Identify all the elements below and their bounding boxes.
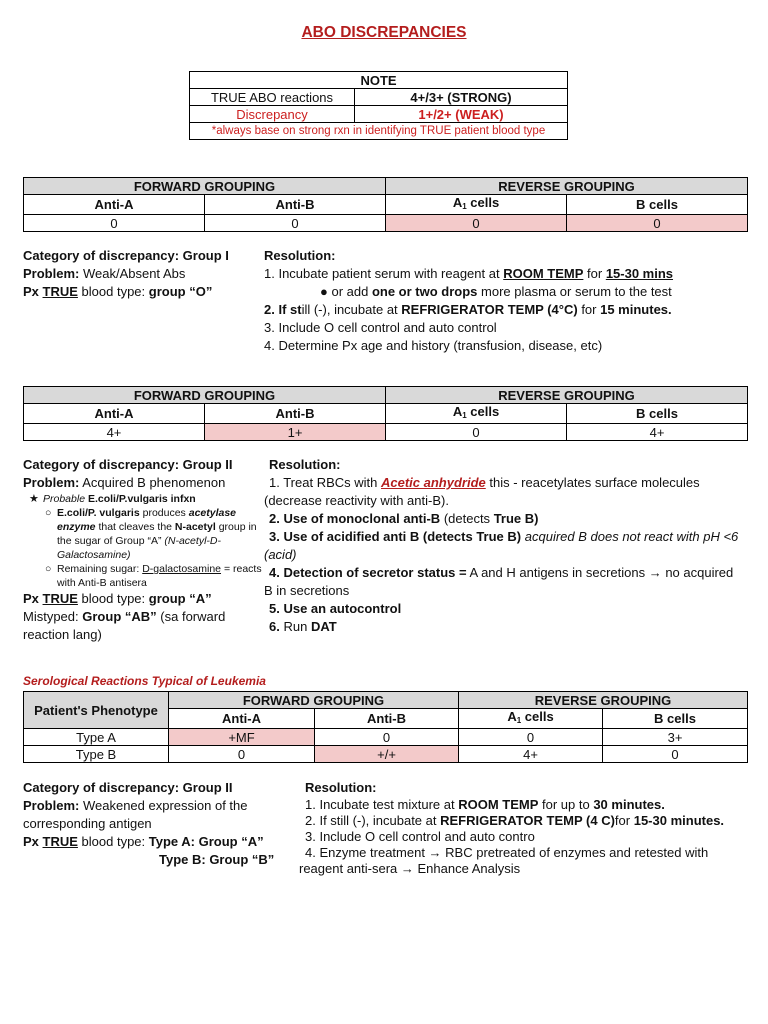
circle-bullet-icon: ○ bbox=[45, 507, 52, 519]
category-label: Category of discrepancy: Group I bbox=[23, 248, 229, 263]
star-icon: ★ bbox=[29, 493, 39, 505]
cell-anti-a: +MF bbox=[169, 729, 315, 746]
cell-anti-a: 0 bbox=[24, 215, 205, 232]
note-true-value: 4+/3+ (STRONG) bbox=[355, 89, 568, 106]
a1-cells-header: $A_1$ cells bbox=[386, 195, 567, 215]
anti-a-header: Anti-A bbox=[169, 709, 315, 729]
section1-summary: Category of discrepancy: Group I Problem: Weak/Absent Abs Px TRUE blood type: group “O” bbox=[23, 247, 253, 301]
note-table bbox=[189, 71, 568, 140]
section2-summary: Category of discrepancy: Group II Problem: Acquired B phenomenon ★ Probable E.coli/P.vulgaris infxn ○ E.coli/P. vulgaris produces acetylase enzyme that cleaves the N-acetyl group in the sugar of Group “A” (N-acetyl-D-Galactosamine) ○ Remaining sugar: D-galactosamine = reacts with Anti-B antisera Px TRUE blood type: group “A” Mistyped: Group “AB” (sa forward reaction lang) bbox=[23, 457, 262, 642]
anti-a-header: Anti-A bbox=[24, 404, 205, 424]
forward-grouping-header: FORWARD GROUPING bbox=[169, 692, 459, 709]
leukemia-table bbox=[23, 691, 748, 763]
cell-anti-b: 0 bbox=[315, 729, 459, 746]
cell-anti-b: 1+ bbox=[205, 424, 386, 441]
section2-resolution: Resolution: 1. Treat RBCs with Acetic anhydride this - reacetylates surface molecules (decrease reactivity with anti-B). 2. Use of monoclonal anti-B (detects True B) 3. Use of acidified anti B (detects True B) acquired B does not react with pH <6 (acid) 4. Detection of secretor status = A and H antigens in secretions → no acquired B in secretions 5. Use an autocontrol 6. Run DAT bbox=[264, 456, 744, 636]
row-phenotype: Type A bbox=[24, 729, 169, 746]
reverse-grouping-header: REVERSE GROUPING bbox=[386, 178, 748, 195]
reverse-grouping-header: REVERSE GROUPING bbox=[386, 387, 748, 404]
section1-resolution: Resolution: 1. Incubate patient serum with reagent at ROOM TEMP for 15-30 mins ● or add one or two drops more plasma or serum to the test 2. If still (-), incubate at REFRIGERATOR TEMP (4°C) for 15 minutes. 3. Include O cell control and auto control 4. Determine Px age and history (transfusion, disease, etc) bbox=[264, 247, 744, 355]
problem-text: Acquired B phenomenon bbox=[82, 475, 226, 490]
b-cells-header: B cells bbox=[603, 709, 748, 729]
resolution-label: Resolution: bbox=[305, 780, 377, 795]
cell-a1-cells: 0 bbox=[386, 215, 567, 232]
category-label: Category of discrepancy: Group II bbox=[23, 780, 233, 795]
cell-a1-cells: 4+ bbox=[459, 746, 603, 763]
cell-b-cells: 4+ bbox=[567, 424, 748, 441]
true-blood-type-a: Type A: Group “A” bbox=[148, 834, 264, 849]
category-label: Category of discrepancy: Group II bbox=[23, 457, 233, 472]
cell-anti-a: 0 bbox=[169, 746, 315, 763]
section3-summary: Category of discrepancy: Group II Problem: Weakened expression of the corresponding antigen Px TRUE blood type: Type A: Group “A” Type B: Group “B” bbox=[23, 779, 298, 869]
cell-anti-a: 4+ bbox=[24, 424, 205, 441]
page-title: ABO DISCREPANCIES bbox=[301, 24, 467, 41]
anti-b-header: Anti-B bbox=[205, 404, 386, 424]
section3-resolution: Resolution: 1. Incubate test mixture at ROOM TEMP for up to 30 minutes. 2. If still (-), incubate at REFRIGERATOR TEMP (4 C)for 15-30 minutes. 3. Include O cell control and auto contro 4. Enzyme treatment → RBC pretreated of enzymes and retested with reagent anti-sera → Enhance Analysis bbox=[299, 779, 744, 877]
serological-title: Serological Reactions Typical of Leukemia bbox=[23, 674, 266, 688]
forward-grouping-header: FORWARD GROUPING bbox=[24, 387, 386, 404]
anti-b-header: Anti-B bbox=[205, 195, 386, 215]
cell-anti-b: 0 bbox=[205, 215, 386, 232]
cell-anti-b: +/+ bbox=[315, 746, 459, 763]
circle-bullet-icon: ○ bbox=[45, 563, 52, 575]
cell-a1-cells: 0 bbox=[386, 424, 567, 441]
note-header: NOTE bbox=[190, 72, 568, 89]
b-cells-header: B cells bbox=[567, 404, 748, 424]
true-blood-type: group “O” bbox=[148, 284, 213, 299]
true-blood-type: group “A” bbox=[148, 591, 212, 606]
problem-text: Weak/Absent Abs bbox=[82, 266, 186, 281]
note-discrepancy-value: 1+/2+ (WEAK) bbox=[355, 106, 568, 123]
note-discrepancy-label: Discrepancy bbox=[190, 106, 355, 123]
cell-b-cells: 3+ bbox=[603, 729, 748, 746]
true-blood-type-b: Type B: Group “B” bbox=[159, 852, 275, 867]
note-true-label: TRUE ABO reactions bbox=[190, 89, 355, 106]
note-footer: *always base on strong rxn in identifying TRUE patient blood type bbox=[190, 123, 568, 140]
resolution-label: Resolution: bbox=[264, 248, 336, 263]
cell-a1-cells: 0 bbox=[459, 729, 603, 746]
anti-a-header: Anti-A bbox=[24, 195, 205, 215]
problem-text: Weakened expression of the corresponding antigen bbox=[23, 798, 248, 831]
resolution-label: Resolution: bbox=[269, 457, 341, 472]
cell-b-cells: 0 bbox=[567, 215, 748, 232]
cell-b-cells: 0 bbox=[603, 746, 748, 763]
grouping-table-2 bbox=[23, 386, 748, 441]
b-cells-header: B cells bbox=[567, 195, 748, 215]
row-phenotype: Type B bbox=[24, 746, 169, 763]
reverse-grouping-header: REVERSE GROUPING bbox=[459, 692, 748, 709]
patient-phenotype-header: Patient's Phenotype bbox=[24, 692, 169, 729]
a1-cells-header: $A_1$ cells bbox=[386, 404, 567, 424]
forward-grouping-header: FORWARD GROUPING bbox=[24, 178, 386, 195]
a1-cells-header: $A_1$ cells bbox=[459, 709, 603, 729]
grouping-table-1 bbox=[23, 177, 748, 232]
anti-b-header: Anti-B bbox=[315, 709, 459, 729]
